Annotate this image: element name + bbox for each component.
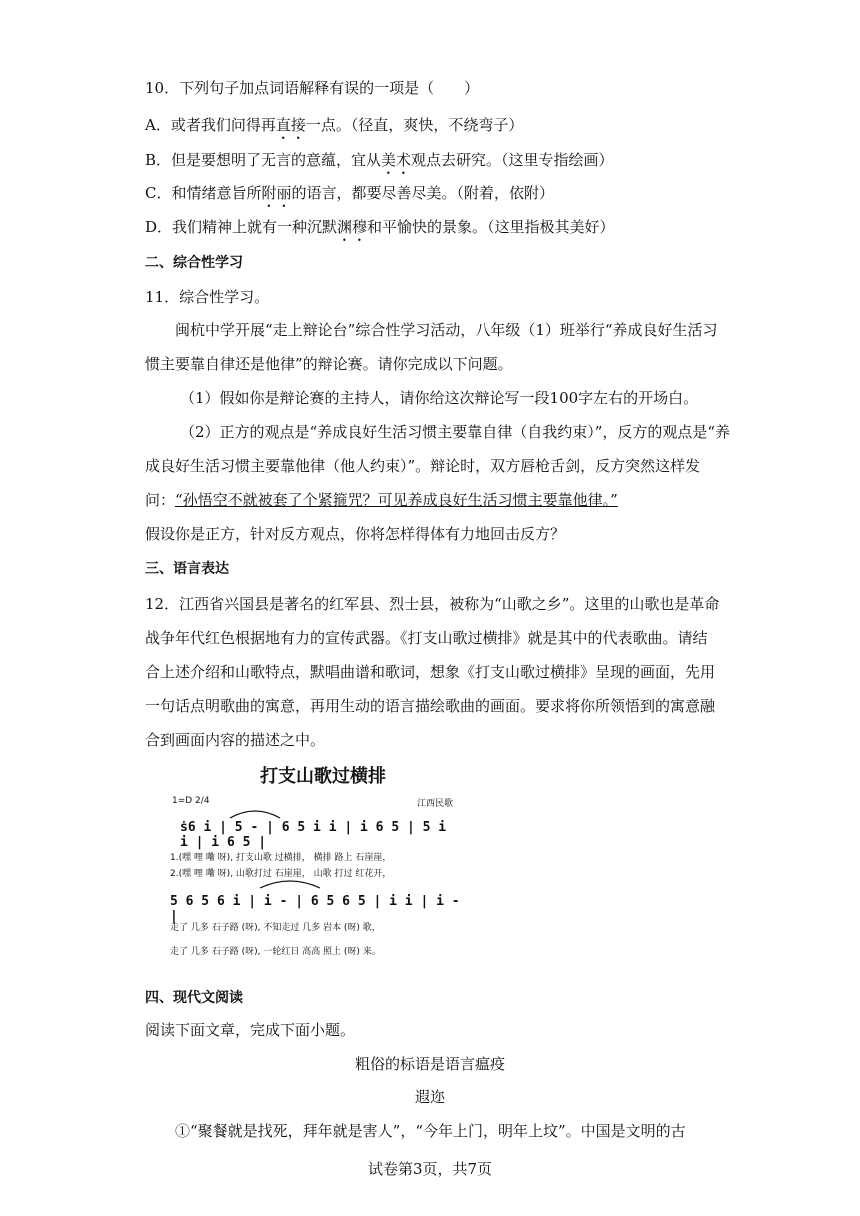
q11-intro-line1: 闽杭中学开展“走上辩论台”综合性学习活动，八年级（1）班举行“养成良好生活习 — [175, 321, 718, 339]
score-lyrics-row2b: 走了 几多 石子路 (呀), 一轮红日 高高 照上 (呀) 来。 — [170, 947, 381, 957]
q11-intro-line2: 惯主要靠自律还是他律”的辩论赛。请你完成以下问题。 — [145, 355, 513, 373]
article-author: 遐迩 — [414, 1088, 445, 1106]
score-genre: 江西民歌 — [417, 799, 454, 809]
q10-stem: 10．下列句子加点词语解释有误的一项是（ ） — [145, 79, 480, 97]
q12-line1: 12．江西省兴国县是著名的红军县、烈士县，被称为“山歌之乡”。这里的山歌也是革命 — [145, 595, 720, 613]
score-notes-row2: 5 6 5 6 i | i - | 6 5 6 5 | i i | i - | — [170, 894, 460, 924]
section-heading: 四、现代文阅读 — [145, 990, 243, 1006]
score-lyrics-row1a: 1.(嘿 哩 嘞 呀), 打支山歌 过横排， 横排 路上 石崖崖， — [170, 853, 392, 863]
article-paragraph-1: ①“聚餐就是找死，拜年就是害人”，“今年上门，明年上坟”。中国是文明的古 — [175, 1122, 686, 1140]
q11-sub2-line3: 问：“孙悟空不就被套了个紧箍咒？可见养成良好生活习惯主要靠他律。” — [145, 491, 618, 509]
q12-line4: 一句话点明歌曲的寓意，再用生动的语言描绘歌曲的画面。要求将你所领悟到的寓意融 — [145, 697, 716, 715]
section-heading: 三、语言表达 — [145, 561, 229, 577]
reading-intro: 阅读下面文章，完成下面小题。 — [145, 1021, 356, 1039]
q11-sub2-line2: 成良好生活习惯主要靠他律（他人约束）”。辩论时，双方唇枪舌剑，反方突然这样发 — [145, 457, 701, 475]
page-footer: 试卷第3页，共7页 — [367, 1160, 493, 1178]
q10-option-b: B．但是要想明了无言的意蕴，宜从美术观点去研究。（这里专指绘画） — [145, 151, 614, 169]
q12-line2: 战争年代红色根据地有力的宣传武器。《打支山歌过横排》就是其中的代表歌曲。请结 — [145, 629, 708, 647]
q11-sub2-line1: （2）正方的观点是“养成良好生活习惯主要靠自律（自我约束）”，反方的观点是“养 — [180, 423, 731, 441]
q12-line3: 合上述介绍和山歌特点，默唱曲谱和歌词，想象《打支山歌过横排》呈现的画面，先用 — [145, 663, 716, 681]
score-lyrics-row1b: 2.(嘿 哩 嘞 呀), 山歌打过 石崖崖， 山歌 打过 红花开， — [170, 869, 392, 879]
article-title: 粗俗的标语是语言瘟疫 — [354, 1055, 505, 1073]
q12-line5: 合到画面内容的描述之中。 — [145, 731, 326, 749]
score-lyrics-row2a: 走了 几多 石子路 (呀), 不知走过 几多 岩本 (呀) 歌， — [170, 923, 381, 933]
score-slur-marks — [160, 760, 460, 970]
score-title: 打支山歌过横排 — [260, 766, 386, 787]
q10-option-c: C．和情绪意旨所附丽的语言，都要尽善尽美。（附着，依附） — [145, 184, 555, 202]
q11-sub2-question: 假设你是正方，针对反方观点，你将怎样得体有力地回击反方？ — [145, 525, 566, 543]
score-key: 1=D 2/4 — [172, 796, 210, 806]
q10-option-a: A．或者我们问得再直接一点。（径直，爽快，不绕弯子） — [145, 116, 524, 134]
section-heading: 二、综合性学习 — [145, 255, 243, 271]
score-notes-row1: ṡ6 i | 5 - | 6 5 i i | i 6 5 | 5 i i | i 6 5 | — [180, 820, 447, 850]
music-score — [160, 760, 460, 970]
q11-sub1: （1）假如你是辩论赛的主持人，请你给这次辩论写一段100字左右的开场白。 — [180, 389, 699, 407]
q10-option-d: D．我们精神上就有一种沉默渊穆和平愉快的景象。（这里指极其美好） — [145, 218, 615, 236]
q11-stem: 11．综合性学习。 — [145, 288, 270, 306]
